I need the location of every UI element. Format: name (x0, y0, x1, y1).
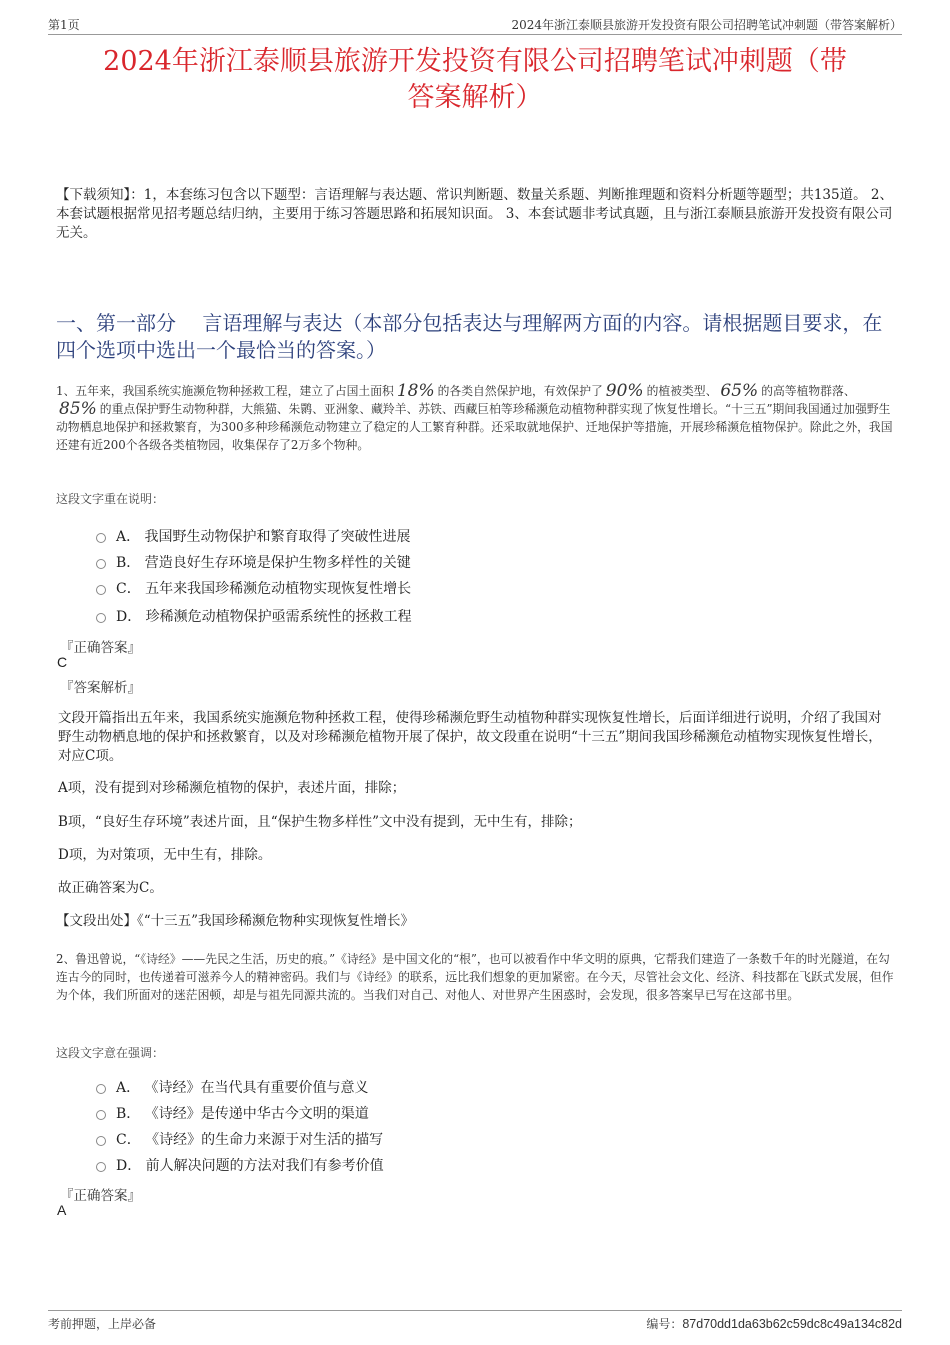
option-label: B． 营造良好生存环境是保护生物多样性的关键 (116, 555, 411, 571)
radio-icon[interactable] (96, 1162, 106, 1172)
q1-text-part: 的各类自然保护地，有效保护了 (437, 384, 603, 398)
option-label: D． 珍稀濒危动植物保护亟需系统性的拯救工程 (116, 609, 412, 625)
radio-icon[interactable] (96, 1136, 106, 1146)
title-line-2: 答案解析） (407, 82, 543, 113)
option-label: C． 《诗经》的生命力来源于对生活的描写 (116, 1132, 384, 1148)
q2-option-d[interactable] (96, 1155, 384, 1175)
radio-icon[interactable] (96, 1084, 106, 1094)
header-doc-title: 2024年浙江泰顺县旅游开发投资有限公司招聘笔试冲刺题（带答案解析） (511, 18, 902, 32)
q1-option-c[interactable] (96, 578, 411, 598)
q1-percent-18: 18% (396, 381, 435, 401)
radio-icon[interactable] (96, 559, 106, 569)
q2-option-c[interactable] (96, 1129, 383, 1149)
option-label: D． 前人解决问题的方法对我们有参考价值 (116, 1158, 384, 1174)
q1-source: 【文段出处】《“十三五”我国珍稀濒危物种实现恢复性增长》 (56, 913, 415, 929)
q1-text-part: 的重点保护野生动物种群，大熊猫、朱鹮、亚洲象、藏羚羊、苏铁、西藏巨柏等珍稀濒危动植物种群实现了恢复性增长。“十三五”期间我国通过加强野生动物栖息地保护和拯救繁育，为300多种珍稀濒危动物建立了稳定的人工繁育种群。还采取就地保护、迁地保护等措施，开展珍稀濒危植物保护。除此之外，我国还建有近200个各级各类植物园，收集保存了2万多个物种。 (56, 402, 893, 452)
option-label: A． 我国野生动物保护和繁育取得了突破性进展 (116, 529, 411, 545)
q1-percent-65: 65% (720, 381, 759, 401)
radio-icon[interactable] (96, 585, 106, 595)
q1-prompt: 这段文字重在说明： (56, 492, 165, 506)
page-footer (48, 1310, 902, 1331)
q1-option-b-note: B项，“良好生存环境”表述片面，且“保护生物多样性”文中没有提到，无中生有，排除； (58, 814, 582, 830)
title-line-1: 2024年浙江泰顺县旅游开发投资有限公司招聘笔试冲刺题（带 (103, 46, 847, 77)
q1-option-a[interactable] (96, 526, 411, 546)
q1-option-b[interactable] (96, 552, 411, 572)
question-1-text (56, 382, 896, 454)
q1-percent-90: 90% (605, 381, 644, 401)
page-header (48, 14, 902, 35)
download-notice: 【下载须知】：1，本套练习包含以下题型：言语理解与表达题、常识判断题、数量关系题、判断推理题和资料分析题等题型；共135道。 2、本套试题根据常见招考题总结归纳，主要用于练习答题思路和拓展知识面。 3、本套试题非考试真题，且与浙江泰顺县旅游开发投资有限公司无关。 (56, 187, 893, 241)
q1-conclusion: 故正确答案为C。 (58, 880, 163, 896)
footer-code-label: 编号： (646, 1317, 683, 1331)
q2-answer-label: 『正确答案』 (60, 1188, 141, 1204)
q1-option-a-note: A项，没有提到对珍稀濒危植物的保护，表述片面，排除； (58, 780, 406, 796)
q2-answer: A (57, 1202, 67, 1218)
footer-code-wrap (646, 1315, 902, 1332)
q1-text-part: 的植被类型、 (646, 384, 718, 398)
radio-icon[interactable] (96, 613, 106, 623)
q1-option-d-note: D项，为对策项，无中生有，排除。 (58, 847, 272, 863)
radio-icon[interactable] (96, 533, 106, 543)
footer-code: 87d70dd1da63b62c59dc8c49a134c82d (682, 1317, 902, 1331)
q1-text-part: 1、五年来，我国系统实施濒危物种拯救工程，建立了占国土面积 (56, 384, 394, 398)
option-label: C． 五年来我国珍稀濒危动植物实现恢复性增长 (116, 581, 412, 597)
q1-text-part: 的高等植物群落、 (761, 384, 856, 398)
q1-percent-85: 85% (59, 399, 97, 419)
q1-analysis-label: 『答案解析』 (60, 680, 141, 696)
footer-slogan: 考前押题，上岸必备 (48, 1317, 157, 1331)
option-label: B． 《诗经》是传递中华古今文明的渠道 (116, 1106, 369, 1122)
q1-analysis: 文段开篇指出五年来，我国系统实施濒危物种拯救工程，使得珍稀濒危野生动植物种群实现恢复性增长，后面详细进行说明，介绍了我国对野生动物栖息地的保护和拯救繁育，以及对珍稀濒危植物开展了保护，故文段重在说明“十三五”期间我国珍稀濒危动植物实现恢复性增长，对应C项。 (58, 710, 882, 764)
q2-option-b[interactable] (96, 1103, 369, 1123)
q1-answer: C (57, 654, 68, 670)
q1-answer-label: 『正确答案』 (60, 640, 141, 656)
q2-prompt: 这段文字意在强调： (56, 1046, 165, 1060)
q1-option-d[interactable] (96, 606, 412, 626)
document-title (40, 44, 910, 116)
radio-icon[interactable] (96, 1110, 106, 1120)
question-2-text: 2、鲁迅曾说，“《诗经》——先民之生活，历史的痕。”《诗经》是中国文化的“根”，也可以被看作中华文明的原典，它帮我们建造了一条数千年的时光隧道，在勾连古今的同时，也传递着可滋养今人的精神密码。我们与《诗经》的联系，远比我们想象的更加紧密。在今天，尽管社会文化、经济、科技都在飞跃式发展，但作为个体，我们所面对的迷茫困顿，却是与祖先同源共流的。当我们对自己、对他人、对世界产生困惑时，会发现，很多答案早已写在这部书里。 (56, 952, 894, 1002)
section-heading: 一、第一部分 言语理解与表达（本部分包括表达与理解两方面的内容。请根据题目要求，在四个选项中选出一个最恰当的答案。） (56, 311, 883, 362)
page-number: 第1页 (48, 18, 80, 32)
option-label: A． 《诗经》在当代具有重要价值与意义 (116, 1080, 369, 1096)
q2-option-a[interactable] (96, 1077, 369, 1097)
